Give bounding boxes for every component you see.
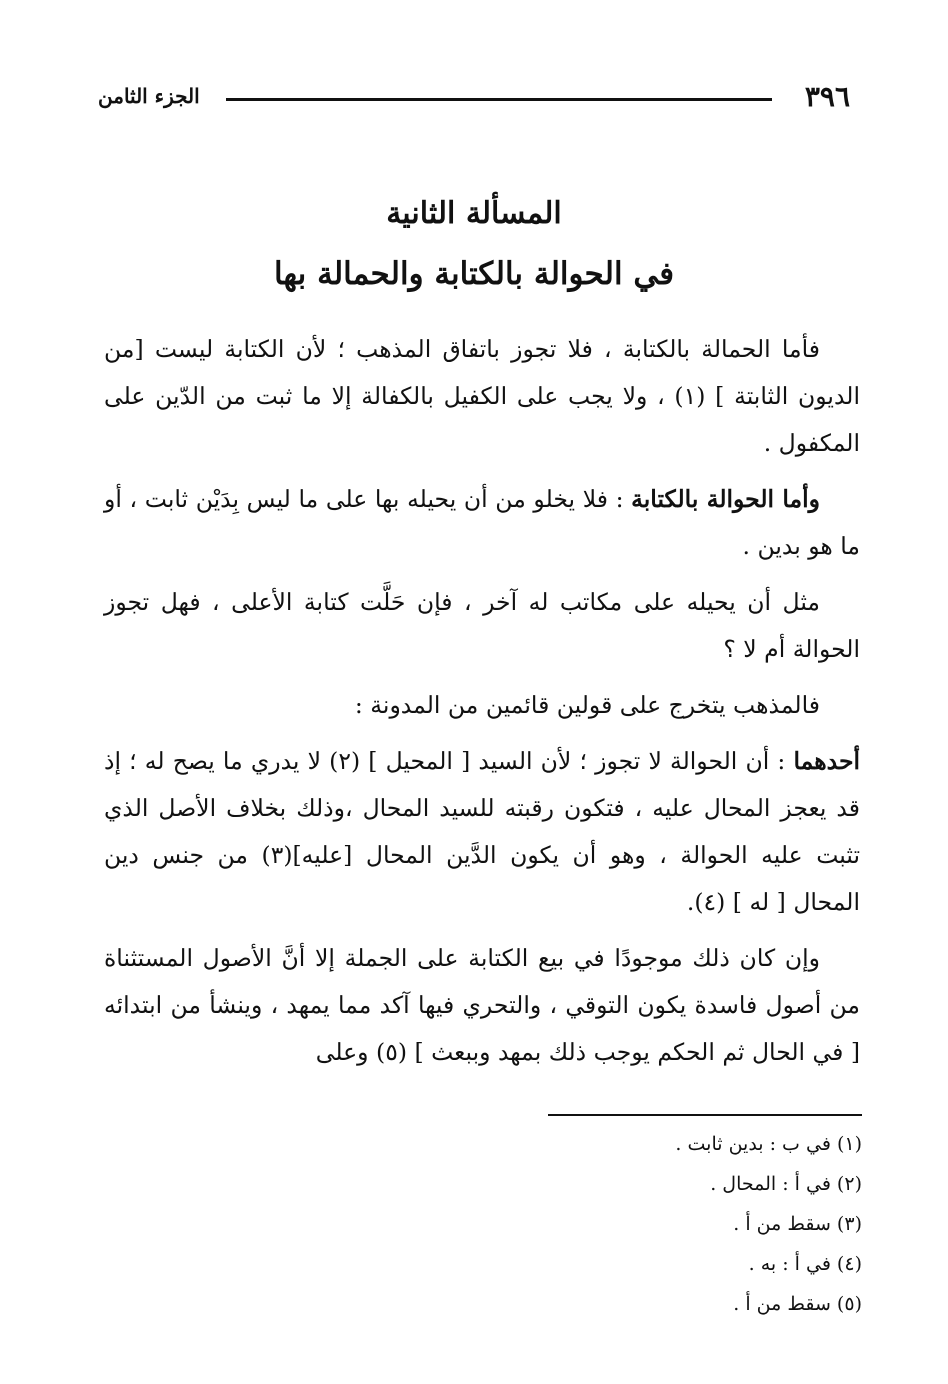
page-number: ٣٩٦	[804, 80, 850, 113]
paragraph-lead: أحدهما	[793, 747, 860, 775]
footnote: (٥) سقط من أ .	[733, 1293, 862, 1315]
page-header	[98, 78, 850, 118]
footnote-rule	[548, 1114, 862, 1116]
paragraph-text: فالمذهب يتخرج على قولين قائمين من المدونة :	[354, 691, 820, 719]
paragraph-text: وإن كان ذلك موجودًا في بيع الكتابة على الجملة إلا أنَّ الأصول المستثناة من أصول فاسدة يكون التوقي ، والتحري فيها آكد مما يمهد ، وينشأ من ابتدائه [ في الحال ثم الحكم يوجب ذلك بمهد وببعث ] (٥) وعلى	[104, 944, 860, 1066]
paragraph	[104, 738, 860, 926]
footnote: (٤) في أ : به .	[748, 1253, 862, 1275]
section-subtitle: في الحوالة بالكتابة والحمالة بها	[273, 256, 675, 292]
paragraph	[104, 326, 860, 467]
footnote: (٢) في أ : المحال .	[710, 1173, 862, 1195]
paragraph	[104, 935, 860, 1076]
paragraph-lead: وأما الحوالة بالكتابة	[631, 485, 820, 513]
paragraph	[104, 579, 860, 673]
paragraph-text: : فلا يخلو من أن يحيله بها على ما ليس بِدَيْن ثابت ، أو ما هو بدين .	[104, 485, 860, 560]
paragraph	[104, 682, 860, 729]
paragraph	[104, 476, 860, 570]
footnotes	[362, 1124, 862, 1324]
paragraph-text: مثل أن يحيله على مكاتب له آخر ، فإن حَلَّت كتابة الأعلى ، فهل تجوز الحوالة أم لا ؟	[104, 588, 860, 663]
part-name: الجزء الثامن	[98, 84, 200, 108]
footnote: (٣) سقط من أ .	[733, 1213, 862, 1235]
body-text	[104, 326, 860, 1085]
footnote: (١) في ب : بدين ثابت .	[675, 1133, 862, 1155]
paragraph-text: فأما الحمالة بالكتابة ، فلا تجوز باتفاق المذهب ؛ لأن الكتابة ليست [من الديون الثابتة ] (١) ، ولا يجب على الكفيل بالكفالة إلا ما ثبت من الدّين على المكفول .	[104, 335, 860, 457]
paragraph-text: : أن الحوالة لا تجوز ؛ لأن السيد [ المحيل ] (٢) لا يدري ما يصح له ؛ إذ قد يعجز المحال عليه ، فتكون رقبته للسيد المحال ،وذلك بخلاف الأصل الذي تثبت عليه الحوالة ، وهو أن يكون الدَّين المحال [عليه](٣) من جنس دين المحال [ له ] (٤).	[104, 747, 861, 916]
section-title: المسألة الثانية	[386, 196, 562, 231]
header-rule	[226, 98, 772, 101]
